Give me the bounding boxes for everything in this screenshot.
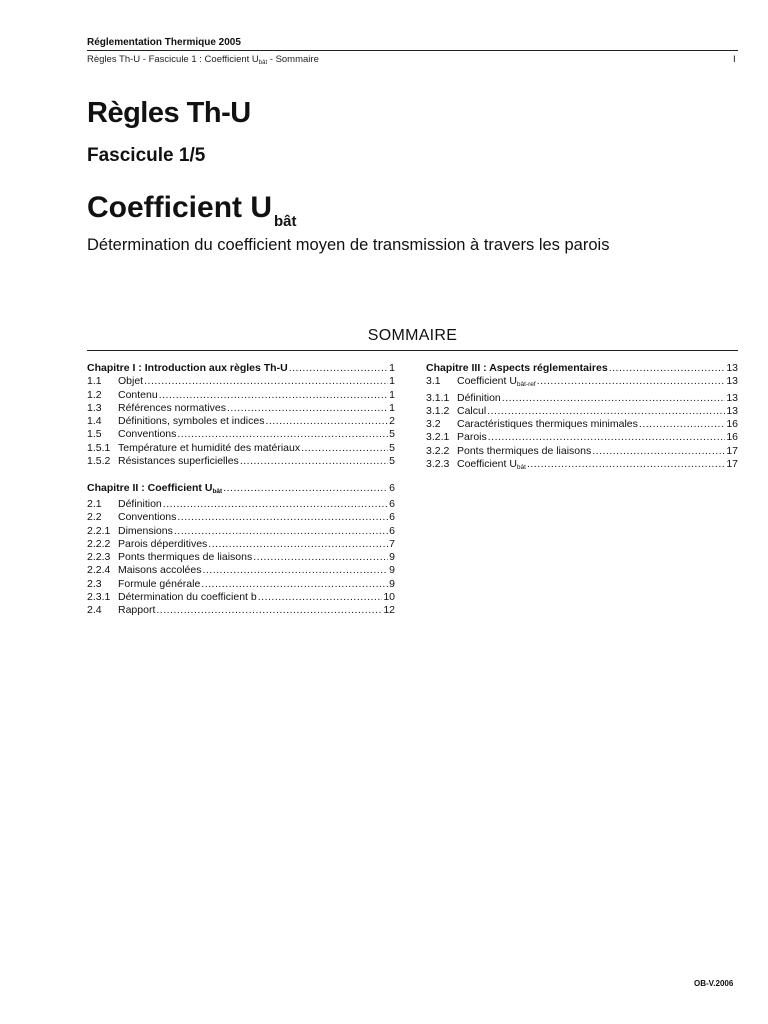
toc-item-2-2-2[interactable] [87, 538, 395, 551]
toc-page: 16 [726, 418, 738, 431]
toc-page: 12 [383, 604, 395, 617]
toc-page: 1 [389, 375, 395, 388]
header-subtitle-text: Règles Th-U - Fascicule 1 : Coefficient U [87, 54, 259, 65]
toc-page: 5 [389, 455, 395, 468]
toc-label: Température et humidité des matériaux [118, 441, 301, 454]
toc-num: 2.2 [87, 511, 102, 524]
toc-num: 1.2 [87, 388, 102, 401]
toc-num: 1.5 [87, 428, 102, 441]
toc-item-2-1[interactable] [87, 498, 395, 511]
toc-label-text: Coefficient U [457, 458, 517, 471]
toc-label: Rapport [118, 604, 156, 617]
toc-item-1-3[interactable] [87, 402, 395, 415]
toc-item-3-2-1[interactable] [426, 431, 738, 444]
toc-page: 6 [389, 524, 395, 537]
toc-label-text: Chapitre II : Coefficient U [87, 481, 213, 494]
toc-item-2-2-1[interactable] [87, 525, 395, 538]
toc-chapter-2[interactable] [87, 482, 395, 498]
toc-label: Caractéristiques thermiques minimales [457, 418, 638, 431]
toc-label-subscript: bât [212, 487, 223, 495]
toc-label-subscript: bât [516, 464, 526, 472]
header-page-number: I [733, 54, 736, 65]
toc-item-2-2-3[interactable] [87, 551, 395, 564]
toc-item-1-5-1[interactable] [87, 442, 395, 455]
toc-label: Calcul [457, 404, 487, 417]
toc-label: Ponts thermiques de liaisons [457, 444, 592, 457]
toc-page: 5 [389, 441, 395, 454]
toc-label: Parois déperditives [118, 537, 208, 550]
toc-label: Objet [118, 375, 144, 388]
toc-label: Définition [118, 497, 162, 510]
toc-page: 17 [726, 444, 738, 457]
toc-label: Références normatives [118, 401, 226, 414]
document-title: Règles Th-U [87, 97, 251, 129]
toc-page: 13 [726, 375, 738, 388]
toc-num: 2.3 [87, 577, 102, 590]
toc-page: 13 [726, 391, 738, 404]
toc-page: 6 [389, 497, 395, 510]
toc-item-2-4[interactable] [87, 604, 395, 617]
toc-label: Conventions [118, 511, 177, 524]
toc-page: 1 [389, 388, 395, 401]
toc-item-3-1-1[interactable] [426, 392, 738, 405]
toc-num: 3.1.1 [426, 391, 450, 404]
header-subtitle [87, 54, 319, 66]
toc-page: 7 [389, 537, 395, 550]
toc-item-2-3-1[interactable] [87, 591, 395, 604]
toc-item-1-2[interactable] [87, 389, 395, 402]
toc-label: Parois [457, 431, 487, 444]
toc-page: 9 [389, 564, 395, 577]
toc-item-1-5-2[interactable] [87, 455, 395, 468]
toc-label: Détermination du coefficient b [118, 591, 257, 604]
toc-page: 13 [726, 404, 738, 417]
sommaire-heading: SOMMAIRE [367, 327, 458, 344]
toc-page: 16 [726, 431, 738, 444]
toc-page: 2 [389, 415, 395, 428]
toc-right-column [426, 362, 738, 474]
toc-num: 3.2.1 [426, 431, 450, 444]
toc-label: Maisons accolées [118, 564, 202, 577]
coefficient-description: Détermination du coefficient moyen de transmission à travers les parois [87, 236, 610, 254]
toc-item-3-1[interactable] [426, 375, 738, 391]
coefficient-title-text: Coefficient U [87, 191, 273, 224]
toc-label: Contenu [118, 388, 158, 401]
toc-chapter-3[interactable] [426, 362, 738, 375]
toc-label: Définition [457, 391, 501, 404]
toc-label: Chapitre I : Introduction aux règles Th-U [87, 362, 288, 374]
header-divider [87, 50, 738, 51]
toc-num: 2.2.3 [87, 551, 111, 564]
toc-num: 1.5.2 [87, 455, 111, 468]
toc-num: 2.3.1 [87, 591, 111, 604]
toc-left-column [87, 362, 395, 618]
toc-num: 1.3 [87, 401, 102, 414]
toc-num: 3.1.2 [426, 404, 450, 417]
coefficient-title [87, 191, 297, 230]
toc-page: 10 [383, 591, 395, 604]
toc-item-3-2-2[interactable] [426, 445, 738, 458]
toc-item-2-2-4[interactable] [87, 564, 395, 577]
toc-label: Formule générale [118, 577, 201, 590]
toc-page: 9 [389, 551, 395, 564]
header-subtitle-subscript: bât [258, 60, 268, 66]
toc-item-3-2[interactable] [426, 418, 738, 431]
toc-page: 9 [389, 577, 395, 590]
toc-item-2-2[interactable] [87, 511, 395, 524]
toc-item-3-2-3[interactable] [426, 458, 738, 474]
toc-num: 1.1 [87, 375, 102, 388]
toc-label: Chapitre III : Aspects réglementaires [426, 362, 608, 374]
toc-num: 2.2.2 [87, 537, 111, 550]
toc-page: 1 [389, 362, 395, 374]
toc-label: Définitions, symboles et indices [118, 415, 265, 428]
footer-code: OB-V.2006 [694, 979, 734, 988]
toc-num: 2.2.1 [87, 524, 111, 537]
toc-item-1-5[interactable] [87, 428, 395, 441]
toc-page: 6 [389, 511, 395, 524]
header-subtitle-tail: - Sommaire [267, 54, 319, 65]
toc-label [87, 482, 222, 498]
toc-label [457, 375, 536, 391]
toc-page: 5 [389, 428, 395, 441]
fascicule-title: Fascicule 1/5 [87, 145, 206, 166]
toc-label [457, 458, 526, 474]
toc-item-1-1[interactable] [87, 375, 395, 388]
toc-page: 13 [726, 362, 738, 374]
toc-label: Dimensions [118, 524, 173, 537]
toc-item-2-3[interactable] [87, 578, 395, 591]
header-title: Réglementation Thermique 2005 [87, 37, 241, 48]
toc-num: 1.4 [87, 415, 102, 428]
toc-num: 3.1 [426, 375, 441, 388]
toc-page: 6 [389, 481, 395, 494]
toc-num: 3.2.2 [426, 444, 450, 457]
toc-num: 2.4 [87, 604, 102, 617]
toc-item-3-1-2[interactable] [426, 405, 738, 418]
toc-label-subscript: bât-ref [516, 381, 536, 389]
toc-num: 2.2.4 [87, 564, 111, 577]
toc-num: 2.1 [87, 497, 102, 510]
toc-label: Conventions [118, 428, 177, 441]
toc-page: 1 [389, 401, 395, 414]
toc-num: 3.2 [426, 418, 441, 431]
toc-chapter-1[interactable] [87, 362, 395, 375]
toc-label: Résistances superficielles [118, 455, 239, 468]
toc-num: 1.5.1 [87, 441, 111, 454]
coefficient-title-subscript: bât [274, 213, 297, 230]
toc-label-text: Coefficient U [457, 375, 517, 388]
sommaire-divider [87, 350, 738, 351]
toc-item-1-4[interactable] [87, 415, 395, 428]
toc-page: 17 [726, 458, 738, 471]
toc-label: Ponts thermiques de liaisons [118, 551, 253, 564]
toc-num: 3.2.3 [426, 458, 450, 471]
